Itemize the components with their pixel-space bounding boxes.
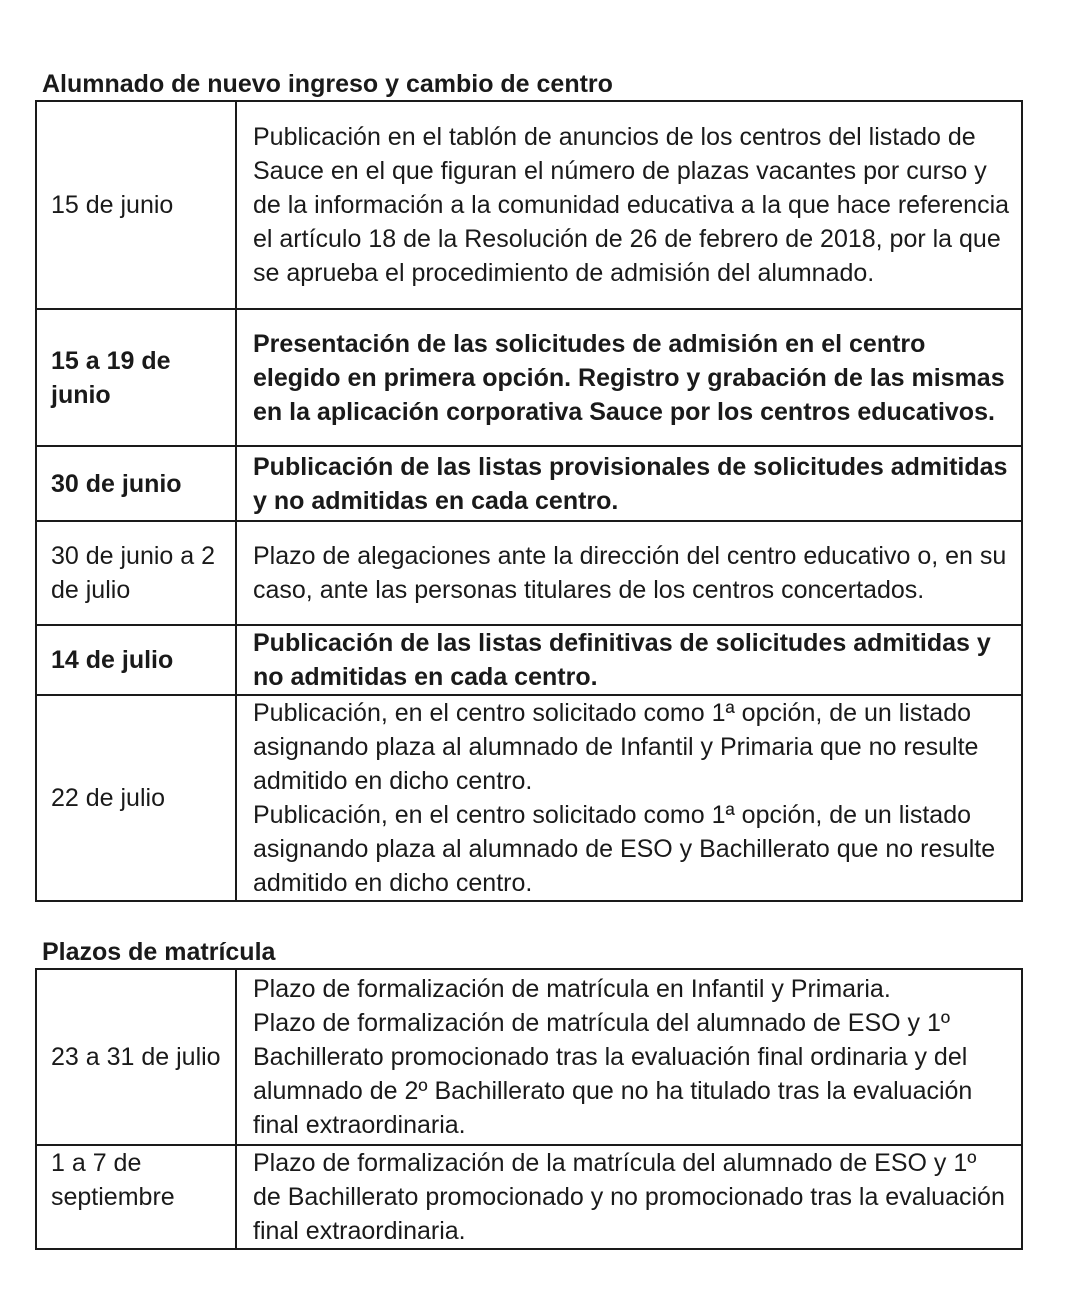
table-row [36,1145,1022,1249]
description-cell: Plazo de alegaciones ante la dirección del centro educativo o, en su caso, ante las personas titulares de los centros concertados. [236,521,1022,625]
description-cell: Presentación de las solicitudes de admisión en el centro elegido en primera opción. Registro y grabación de las mismas en la aplicación corporativa Sauce por los centros educativos. [236,309,1022,446]
date-cell: 15 a 19 de junio [36,309,236,446]
date-cell: 14 de julio [36,625,236,695]
date-cell: 15 de junio [36,101,236,309]
table-row [36,695,1022,901]
table-row [36,446,1022,521]
table-row [36,521,1022,625]
description-paragraph: Plazo de formalización de matrícula en Infantil y Primaria. [253,975,891,1003]
enrollment-deadlines-table [35,968,1023,1250]
date-cell: 30 de junio [36,446,236,521]
table-row [36,309,1022,446]
description-cell [236,969,1022,1145]
description-cell: Publicación de las listas provisionales de solicitudes admitidas y no admitidas en cada centro. [236,446,1022,521]
date-cell: 23 a 31 de julio [36,969,236,1145]
description-paragraph: Plazo de formalización de matrícula del alumnado de ESO y 1º Bachillerato promocionado tras la evaluación final ordinaria y del alumnado de 2º Bachillerato que no ha titulado tras la evaluación final extraordinaria. [253,1009,973,1139]
admission-calendar-table [35,100,1023,902]
table-row [36,969,1022,1145]
description-paragraph: Publicación, en el centro solicitado como 1ª opción, de un listado asignando plaza al alumnado de Infantil y Primaria que no resulte admitido en dicho centro. [253,699,979,795]
description-cell: Publicación de las listas definitivas de solicitudes admitidas y no admitidas en cada centro. [236,625,1022,695]
table-row [36,101,1022,309]
date-cell: 30 de junio a 2 de julio [36,521,236,625]
description-cell [236,695,1022,901]
section-title-admission: Alumnado de nuevo ingreso y cambio de centro [42,70,613,98]
description-paragraph: Publicación, en el centro solicitado como 1ª opción, de un listado asignando plaza al alumnado de ESO y Bachillerato que no resulte admitido en dicho centro. [253,801,996,897]
date-cell: 22 de julio [36,695,236,901]
description-cell: Plazo de formalización de la matrícula del alumnado de ESO y 1º de Bachillerato promocionado y no promocionado tras la evaluación final extraordinaria. [236,1145,1022,1249]
description-cell: Publicación en el tablón de anuncios de los centros del listado de Sauce en el que figuran el número de plazas vacantes por curso y de la información a la comunidad educativa a la que hace referencia el artículo 18 de la Resolución de 26 de febrero de 2018, por la que se aprueba el procedimiento de admisión del alumnado. [236,101,1022,309]
section-title-enrollment: Plazos de matrícula [42,938,276,966]
table-row [36,625,1022,695]
date-cell: 1 a 7 de septiembre [36,1145,236,1249]
